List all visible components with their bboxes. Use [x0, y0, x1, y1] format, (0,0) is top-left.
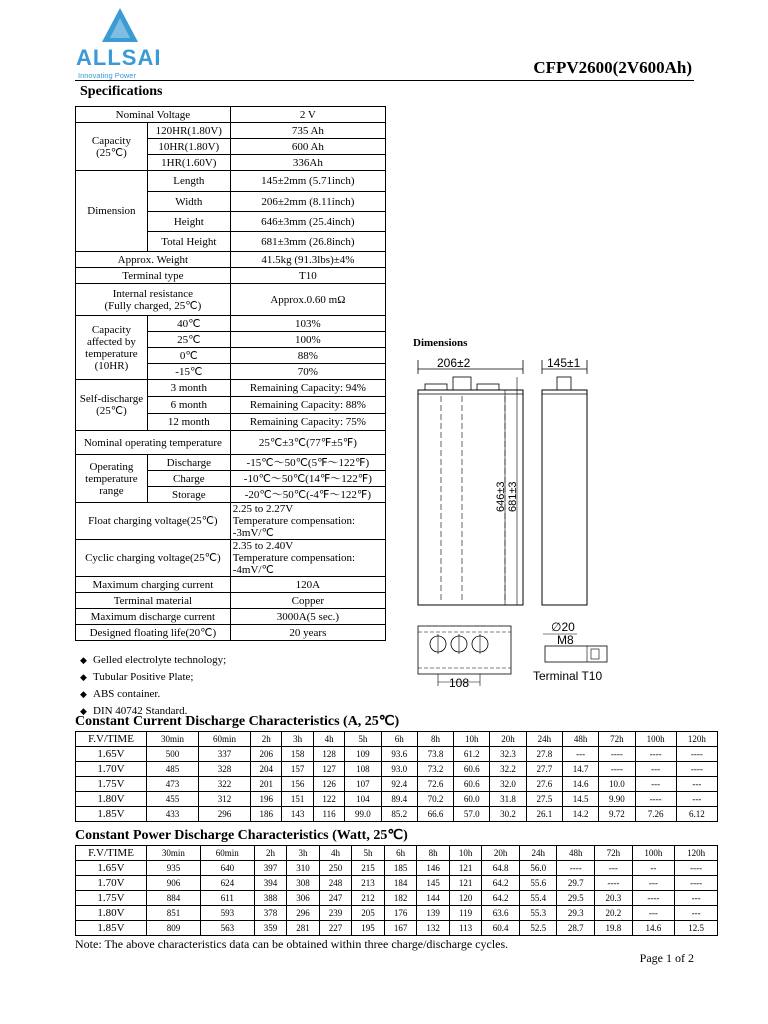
- table-cell: 184: [384, 876, 417, 891]
- diamond-bullet-icon: ◆: [80, 706, 87, 716]
- table-cell: 157: [282, 762, 313, 777]
- table-cell: 107: [345, 777, 381, 792]
- table-cell: 640: [200, 861, 254, 876]
- table-cell: 89.4: [381, 792, 417, 807]
- table-cell: 121: [449, 861, 482, 876]
- table-cell: 6.12: [676, 807, 717, 822]
- table-cell: 563: [200, 921, 254, 936]
- bolt-label: M8: [557, 633, 574, 647]
- table-cell: ----: [595, 876, 633, 891]
- table-cell: 60min: [200, 846, 254, 861]
- header-divider: [75, 80, 694, 81]
- table-cell: 5h: [352, 846, 385, 861]
- table-cell: 116: [313, 807, 344, 822]
- table-row-label: 1.80V: [76, 792, 147, 807]
- table-cell: 122: [313, 792, 344, 807]
- table-cell: 215: [352, 861, 385, 876]
- table-cell: 24h: [519, 846, 557, 861]
- table-cell: 121: [449, 876, 482, 891]
- table-cell: 328: [199, 762, 251, 777]
- table-cell: 32.2: [490, 762, 526, 777]
- table-cell: 397: [254, 861, 287, 876]
- company-logo: [76, 8, 166, 78]
- table-cell: ----: [675, 876, 718, 891]
- feature-list: [80, 652, 226, 720]
- table-cell: 322: [199, 777, 251, 792]
- table-cell: 14.7: [562, 762, 598, 777]
- table-cell: 185: [384, 861, 417, 876]
- table-cell: 206: [251, 747, 282, 762]
- table-cell: 24h: [526, 732, 562, 747]
- spec-row-float-charging: Float charging voltage(25℃) 2.25 to 2.27V Temperature compensation: -3mV/℃: [76, 503, 386, 540]
- table-cell: 57.0: [454, 807, 490, 822]
- table-cell: 144: [417, 891, 450, 906]
- table-cell: 48h: [562, 732, 598, 747]
- table-cell: 14.6: [562, 777, 598, 792]
- spec-row-floating-life: Designed floating life(20℃) 20 years: [76, 625, 386, 641]
- table-cell: 99.0: [345, 807, 381, 822]
- table-row-label: 1.65V: [76, 861, 147, 876]
- table-cell: 248: [319, 876, 352, 891]
- table-cell: 64.2: [482, 876, 520, 891]
- constant-power-title: Constant Power Discharge Characteristics (Watt, 25℃): [75, 828, 408, 843]
- table-cell: 64.2: [482, 891, 520, 906]
- table-cell: 20h: [490, 732, 526, 747]
- table-cell: 31.8: [490, 792, 526, 807]
- table-cell: 3h: [287, 846, 320, 861]
- table-cell: 14.5: [562, 792, 598, 807]
- table-cell: --: [632, 861, 675, 876]
- table-cell: 30min: [147, 846, 201, 861]
- table-cell: 143: [282, 807, 313, 822]
- table-cell: 29.7: [557, 876, 595, 891]
- specifications-table: Nominal Voltage 2 V Capacity (25℃) 120HR(1.80V) 735 Ah 10HR(1.80V) 600 Ah 1HR(1.60V) 336Ah Dimension Length 145±2mm (5.71inch) Width 206±2mm (8.11inch) Height 646±3mm (25.4inch) Total Height 681±3mm (26.8inch) Approx. Weight 41.5kg (91.3lbs)±4% Terminal type T10 Internal resistance (Fully charged, 25℃) Approx.0.60 mΩ Capacity affected by temperature (10HR) 40℃ 103% 25℃ 100% 0℃ 88% -15℃ 70% Self-discharge (25℃) 3 month Remaining Capacity: 94% 6 month Remaining Capacity: 88% 12 month Remaining Capacity: 75% Nominal operating temperature 25℃±3℃(77℉±5℉) Operating temperature range Discharge -15℃～50℃(5℉～122℉) Charge -10℃～50℃(14℉～122℉) Storage -20℃～50℃(-4℉～122℉) Float charging voltage(25℃) 2.25 to 2.27V Temperature compensation: -3mV/℃ Cyclic charging voltage(25℃) 2.35 to 2.40V Temperature compensation: -4mV/℃ Maximum charging current 120A Terminal material Copper Maximum discharge current 3000A(5 sec.) Designed floating life(20℃) 20 years: [75, 106, 386, 641]
- table-cell: 212: [352, 891, 385, 906]
- table-cell: 809: [147, 921, 201, 936]
- terminal-label: Terminal T10: [533, 669, 603, 683]
- table-cell: 201: [251, 777, 282, 792]
- table-cell: 60.4: [482, 921, 520, 936]
- table-cell: 72h: [599, 732, 635, 747]
- table-cell: 227: [319, 921, 352, 936]
- diamond-bullet-icon: ◆: [80, 655, 87, 665]
- table-cell: 14.6: [632, 921, 675, 936]
- table-row: [76, 876, 718, 891]
- spec-row-cyclic-charging: Cyclic charging voltage(25℃) 2.35 to 2.40V Temperature compensation: -4mV/℃: [76, 540, 386, 577]
- dimensions-title: Dimensions: [413, 337, 468, 349]
- table-cell: 28.7: [557, 921, 595, 936]
- table-cell: 72h: [595, 846, 633, 861]
- table-cell: 120: [449, 891, 482, 906]
- table-cell: 55.6: [519, 876, 557, 891]
- table-cell: 378: [254, 906, 287, 921]
- table-cell: 100h: [632, 846, 675, 861]
- table-cell: ----: [599, 747, 635, 762]
- table-cell: 5h: [345, 732, 381, 747]
- diamond-bullet-icon: ◆: [80, 672, 87, 682]
- table-row: [76, 861, 718, 876]
- table-cell: 93.6: [381, 747, 417, 762]
- table-cell: ---: [635, 777, 676, 792]
- logo-brand: ALLSAI: [76, 45, 162, 70]
- list-item: ◆ ABS container.: [80, 686, 226, 703]
- spec-row-capacity: Capacity (25℃) 120HR(1.80V) 735 Ah: [76, 123, 386, 139]
- table-header-row: [76, 732, 718, 747]
- table-cell: ---: [635, 762, 676, 777]
- table-cell: 205: [352, 906, 385, 921]
- table-cell: 60.6: [454, 777, 490, 792]
- table-cell: 20.3: [595, 891, 633, 906]
- table-cell: 6h: [384, 846, 417, 861]
- table-cell: 186: [251, 807, 282, 822]
- table-cell: 27.7: [526, 762, 562, 777]
- table-header-row: [76, 846, 718, 861]
- table-cell: 156: [282, 777, 313, 792]
- table-cell: 10h: [449, 846, 482, 861]
- table-row-label: F.V/TIME: [76, 732, 147, 747]
- logo-tagline: Innovating Power: [78, 71, 136, 80]
- table-row: [76, 777, 718, 792]
- width-label: 206±2: [437, 356, 471, 370]
- table-cell: 247: [319, 891, 352, 906]
- spec-row-max-discharge-current: Maximum discharge current 3000A(5 sec.): [76, 609, 386, 625]
- table-cell: 8h: [417, 732, 453, 747]
- table-cell: 113: [449, 921, 482, 936]
- table-cell: 120h: [676, 732, 717, 747]
- table-cell: 7.26: [635, 807, 676, 822]
- battery-dimension-drawing: [405, 352, 620, 692]
- table-cell: 455: [147, 792, 199, 807]
- table-cell: 388: [254, 891, 287, 906]
- table-cell: ----: [557, 861, 595, 876]
- table-cell: 312: [199, 792, 251, 807]
- table-cell: 308: [287, 876, 320, 891]
- table-cell: ---: [676, 777, 717, 792]
- table-row: [76, 747, 718, 762]
- table-cell: 4h: [313, 732, 344, 747]
- table-cell: 66.6: [417, 807, 453, 822]
- table-row: [76, 906, 718, 921]
- table-cell: 30.2: [490, 807, 526, 822]
- table-row-label: 1.70V: [76, 762, 147, 777]
- table-cell: ----: [676, 747, 717, 762]
- table-cell: 500: [147, 747, 199, 762]
- table-cell: 55.3: [519, 906, 557, 921]
- table-row: [76, 792, 718, 807]
- table-cell: 72.6: [417, 777, 453, 792]
- table-cell: 9.72: [599, 807, 635, 822]
- table-row: [76, 921, 718, 936]
- table-cell: ---: [676, 792, 717, 807]
- table-cell: 10.0: [599, 777, 635, 792]
- table-cell: 139: [417, 906, 450, 921]
- table-cell: 128: [313, 747, 344, 762]
- top-width-label: 108: [449, 676, 470, 690]
- table-cell: 29.3: [557, 906, 595, 921]
- table-cell: 12.5: [675, 921, 718, 936]
- table-cell: 48h: [557, 846, 595, 861]
- table-cell: 611: [200, 891, 254, 906]
- table-cell: ---: [675, 891, 718, 906]
- table-cell: 6h: [381, 732, 417, 747]
- table-cell: 310: [287, 861, 320, 876]
- table-cell: 176: [384, 906, 417, 921]
- table-cell: 196: [251, 792, 282, 807]
- spec-row-self-discharge: Self-discharge (25℃) 3 month Remaining Capacity: 94%: [76, 380, 386, 397]
- table-cell: 433: [147, 807, 199, 822]
- table-cell: 60.6: [454, 762, 490, 777]
- table-cell: 20.2: [595, 906, 633, 921]
- spec-row-max-charging-current: Maximum charging current 120A: [76, 577, 386, 593]
- logo-triangle-icon: [102, 8, 138, 42]
- table-cell: ----: [676, 762, 717, 777]
- table-row: [76, 891, 718, 906]
- table-cell: 27.5: [526, 792, 562, 807]
- table-cell: 104: [345, 792, 381, 807]
- table-cell: 593: [200, 906, 254, 921]
- spec-row-operating-range: Operating temperature range Discharge -15℃～50℃(5℉～122℉): [76, 455, 386, 471]
- table-cell: 485: [147, 762, 199, 777]
- table-cell: 126: [313, 777, 344, 792]
- table-cell: 204: [251, 762, 282, 777]
- constant-power-table: [75, 845, 718, 936]
- table-cell: 61.2: [454, 747, 490, 762]
- table-cell: 92.4: [381, 777, 417, 792]
- table-cell: 20h: [482, 846, 520, 861]
- table-cell: ----: [635, 792, 676, 807]
- table-cell: 4h: [319, 846, 352, 861]
- table-cell: 14.2: [562, 807, 598, 822]
- table-cell: 60min: [199, 732, 251, 747]
- table-cell: ---: [632, 906, 675, 921]
- table-cell: 26.1: [526, 807, 562, 822]
- table-cell: 306: [287, 891, 320, 906]
- table-cell: 100h: [635, 732, 676, 747]
- table-cell: 195: [352, 921, 385, 936]
- table-cell: 473: [147, 777, 199, 792]
- table-cell: 167: [384, 921, 417, 936]
- table-cell: 73.8: [417, 747, 453, 762]
- table-cell: 146: [417, 861, 450, 876]
- spec-row-weight: Approx. Weight 41.5kg (91.3lbs)±4%: [76, 252, 386, 268]
- table-cell: 213: [352, 876, 385, 891]
- table-cell: 132: [417, 921, 450, 936]
- table-cell: 127: [313, 762, 344, 777]
- table-cell: ----: [635, 747, 676, 762]
- spec-row-terminal-type: Terminal type T10: [76, 268, 386, 284]
- table-cell: 3h: [282, 732, 313, 747]
- table-cell: 337: [199, 747, 251, 762]
- table-cell: 884: [147, 891, 201, 906]
- table-row-label: 1.85V: [76, 921, 147, 936]
- spec-row-internal-resistance: Internal resistance (Fully charged, 25℃) Approx.0.60 mΩ: [76, 284, 386, 316]
- page-number: Page 1 of 2: [639, 951, 694, 965]
- table-cell: 624: [200, 876, 254, 891]
- table-cell: ---: [675, 906, 718, 921]
- table-cell: 108: [345, 762, 381, 777]
- table-row-label: 1.75V: [76, 777, 147, 792]
- table-cell: 296: [287, 906, 320, 921]
- list-item: ◆ DIN 40742 Standard.: [80, 703, 226, 720]
- spec-row-nominal-temp: Nominal operating temperature 25℃±3℃(77℉±5℉): [76, 431, 386, 455]
- table-cell: 119: [449, 906, 482, 921]
- list-item: ◆ Tubular Positive Plate;: [80, 669, 226, 686]
- table-cell: ----: [599, 762, 635, 777]
- table-cell: 30min: [147, 732, 199, 747]
- spec-row-nominal-voltage: Nominal Voltage 2 V: [76, 107, 386, 123]
- constant-current-table: [75, 731, 718, 822]
- table-cell: ---: [595, 861, 633, 876]
- table-cell: 32.3: [490, 747, 526, 762]
- table-cell: 935: [147, 861, 201, 876]
- table-cell: 109: [345, 747, 381, 762]
- table-cell: 60.0: [454, 792, 490, 807]
- table-cell: 120h: [675, 846, 718, 861]
- list-item: ◆ Gelled electrolyte technology;: [80, 652, 226, 669]
- table-cell: 296: [199, 807, 251, 822]
- table-cell: ----: [675, 861, 718, 876]
- diameter-label: ∅20: [551, 620, 575, 634]
- table-cell: 250: [319, 861, 352, 876]
- table-cell: 8h: [417, 846, 450, 861]
- table-row-label: F.V/TIME: [76, 846, 147, 861]
- height-label: 646±3: [495, 481, 507, 512]
- table-cell: ---: [632, 876, 675, 891]
- table-cell: 27.8: [526, 747, 562, 762]
- table-cell: 145: [417, 876, 450, 891]
- diamond-bullet-icon: ◆: [80, 689, 87, 699]
- spec-row-terminal-material: Terminal material Copper: [76, 593, 386, 609]
- table-cell: 55.4: [519, 891, 557, 906]
- table-row: [76, 762, 718, 777]
- table-row: [76, 807, 718, 822]
- table-cell: 151: [282, 792, 313, 807]
- table-cell: 10h: [454, 732, 490, 747]
- table-cell: 85.2: [381, 807, 417, 822]
- table-row-label: 1.65V: [76, 747, 147, 762]
- table-row-label: 1.80V: [76, 906, 147, 921]
- table-cell: 359: [254, 921, 287, 936]
- specifications-title: Specifications: [80, 84, 163, 99]
- table-cell: 70.2: [417, 792, 453, 807]
- footnote: Note: The above characteristics data can be obtained within three charge/discharge cycles.: [75, 937, 509, 951]
- spec-row-temp-capacity: Capacity affected by temperature (10HR) 40℃ 103%: [76, 316, 386, 332]
- table-cell: 32.0: [490, 777, 526, 792]
- constant-current-title: Constant Current Discharge Characteristics (A, 25℃): [75, 714, 400, 729]
- table-cell: 2h: [251, 732, 282, 747]
- table-cell: 906: [147, 876, 201, 891]
- table-cell: ----: [632, 891, 675, 906]
- table-cell: 2h: [254, 846, 287, 861]
- table-cell: 52.5: [519, 921, 557, 936]
- table-cell: 182: [384, 891, 417, 906]
- length-label: 145±1: [547, 356, 581, 370]
- table-cell: 158: [282, 747, 313, 762]
- table-cell: 73.2: [417, 762, 453, 777]
- table-cell: 851: [147, 906, 201, 921]
- total-height-label: 681±3: [507, 481, 519, 512]
- table-cell: 63.6: [482, 906, 520, 921]
- table-cell: 19.8: [595, 921, 633, 936]
- table-cell: 93.0: [381, 762, 417, 777]
- table-cell: 281: [287, 921, 320, 936]
- table-cell: 29.5: [557, 891, 595, 906]
- table-cell: ---: [562, 747, 598, 762]
- table-cell: 239: [319, 906, 352, 921]
- table-cell: 56.0: [519, 861, 557, 876]
- table-row-label: 1.85V: [76, 807, 147, 822]
- model-title: CFPV2600(2V600Ah): [533, 58, 692, 77]
- spec-row-dimension: Dimension Length 145±2mm (5.71inch): [76, 171, 386, 192]
- table-row-label: 1.75V: [76, 891, 147, 906]
- table-cell: 9.90: [599, 792, 635, 807]
- table-cell: 64.8: [482, 861, 520, 876]
- table-cell: 394: [254, 876, 287, 891]
- table-cell: 27.6: [526, 777, 562, 792]
- table-row-label: 1.70V: [76, 876, 147, 891]
